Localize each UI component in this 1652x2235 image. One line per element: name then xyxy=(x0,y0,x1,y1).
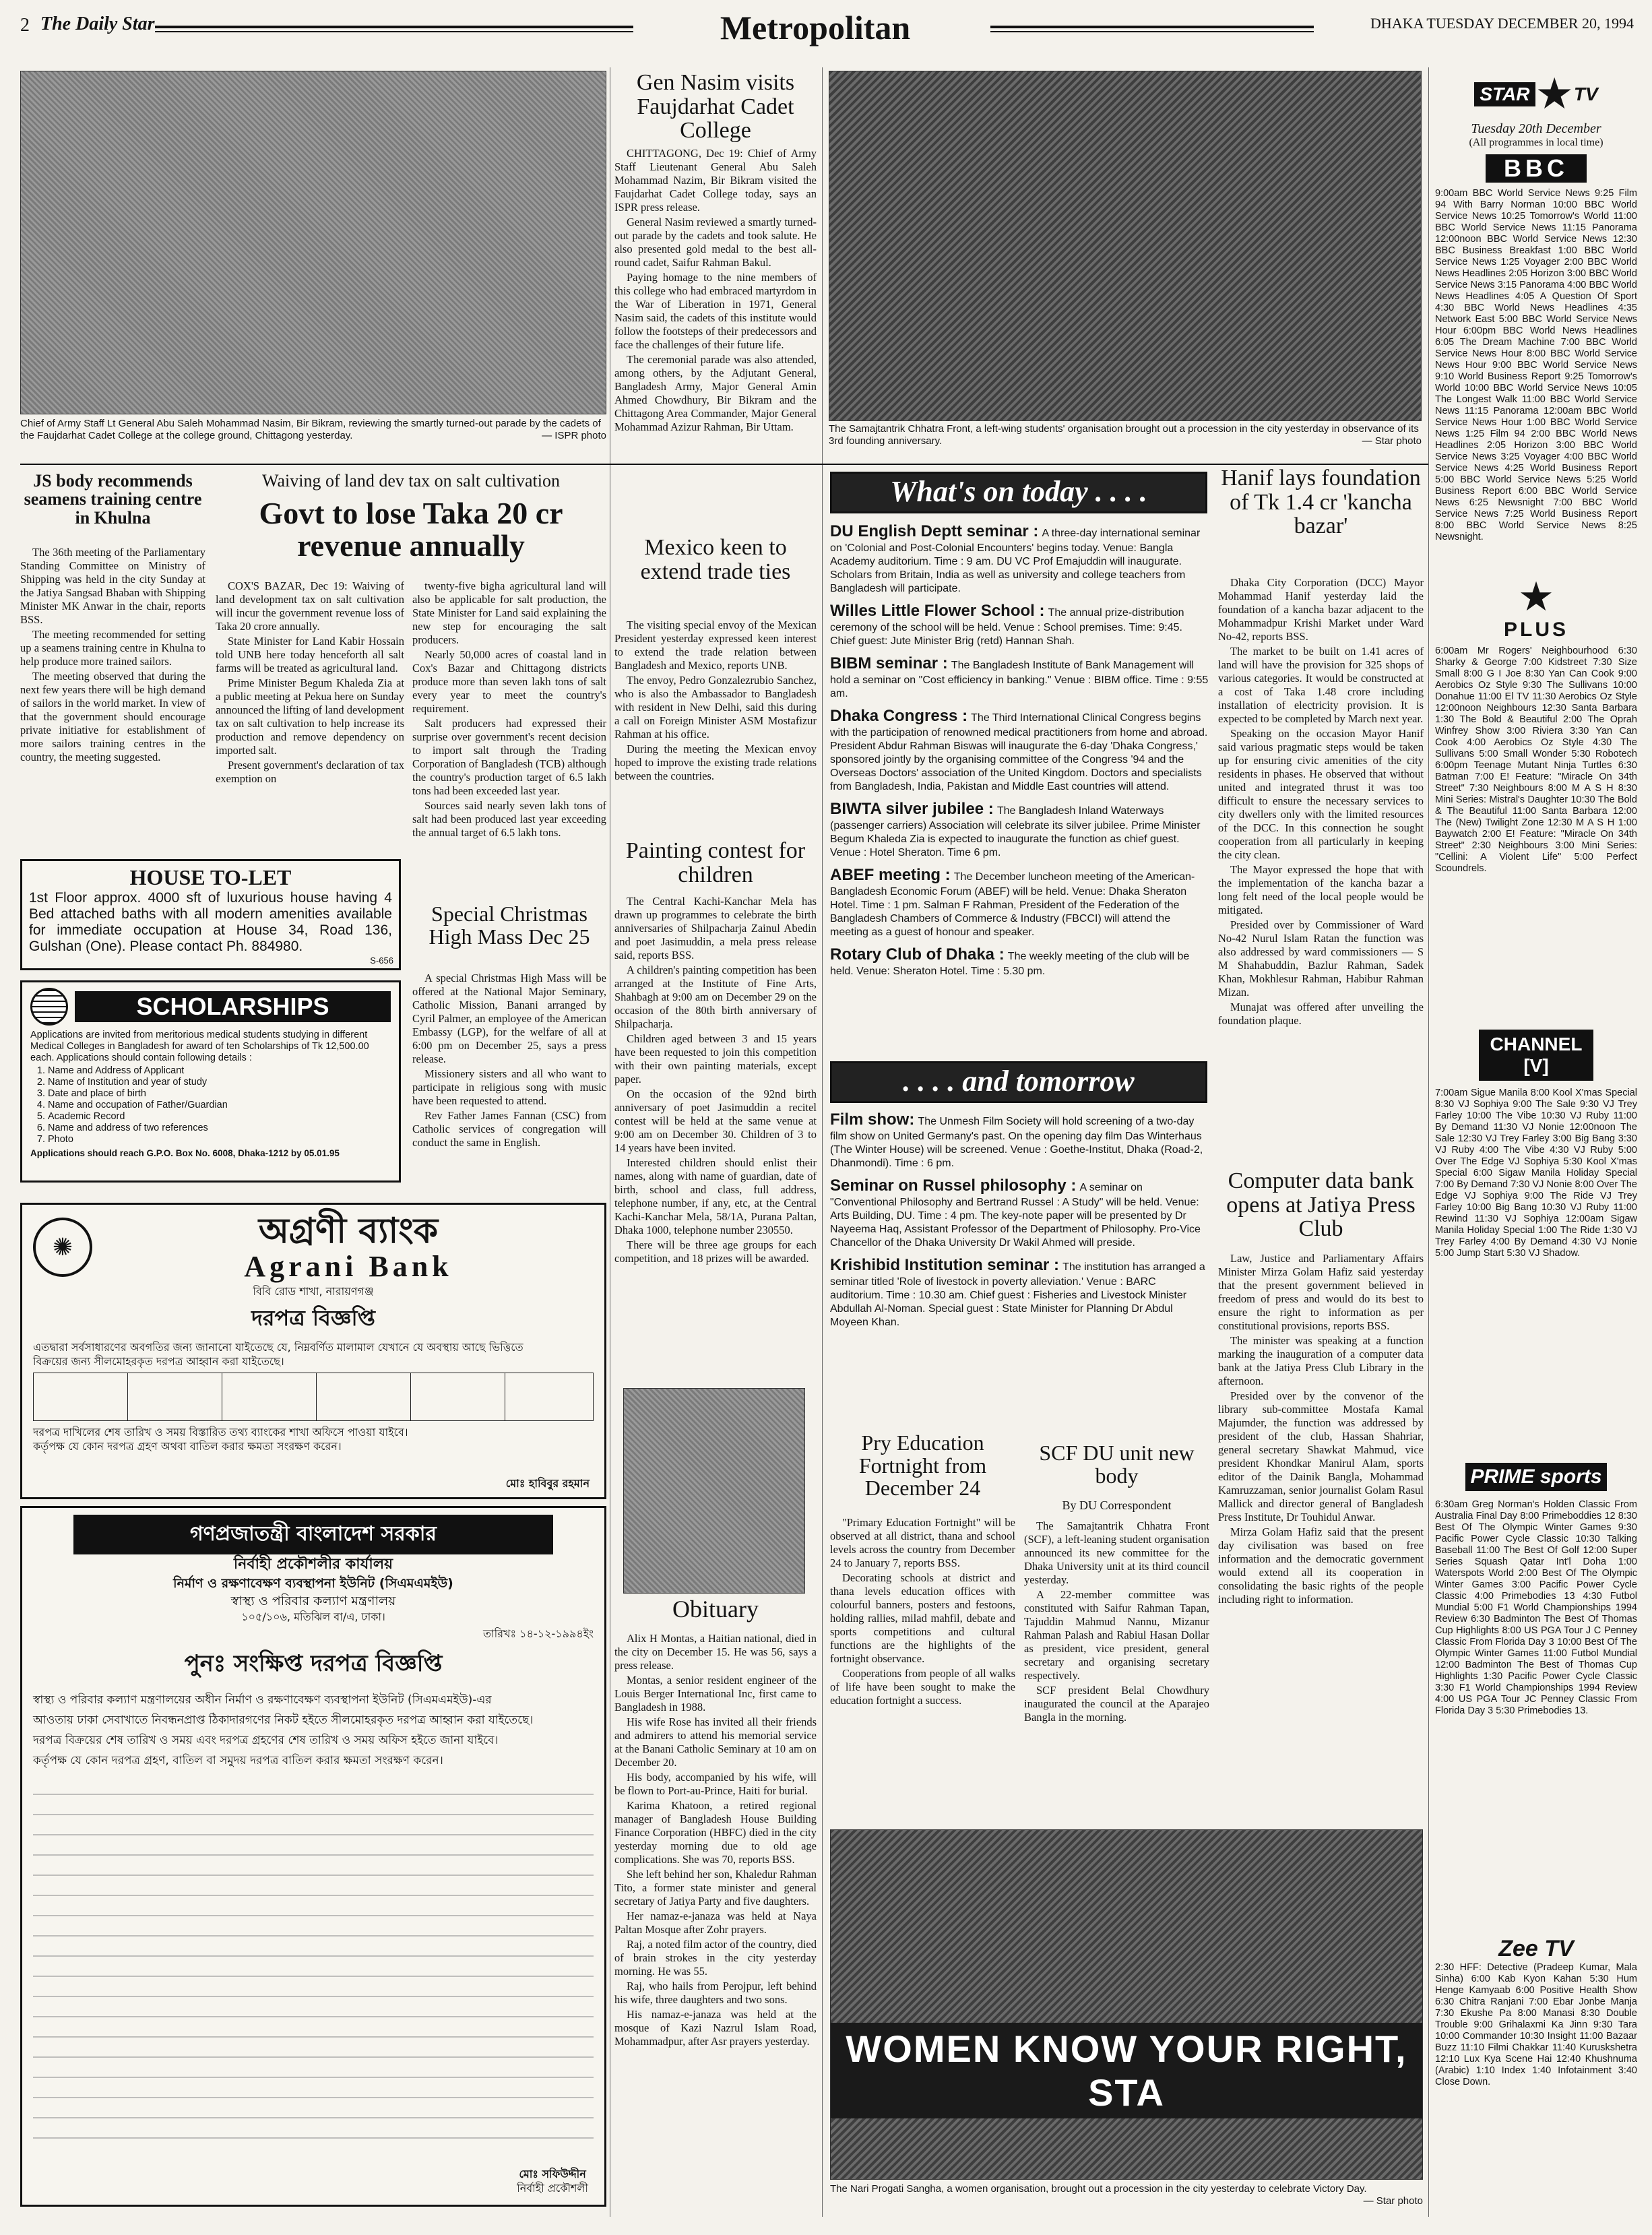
paragraph: His body, accompanied by his wife, will be flown to Port-au-Prince, Haiti for burial. xyxy=(614,1771,817,1797)
event-item xyxy=(830,1110,1209,1170)
paragraph: SCF president Belal Chowdhury inaugurated the council at the Aparajeo Bangla in the morning. xyxy=(1024,1684,1209,1724)
paper-name: The Daily Star xyxy=(40,13,155,34)
signature: মোঃ সফিউদ্দীন xyxy=(519,2168,586,2180)
paragraph: Speaking on the occasion Mayor Hanif said various pragmatic steps would be taken up for ensuring civic amenities of the city residents in phases. He observed that without united and integrated thrust it was too difficult to ensure the necessary services to city dwellers only with the limited resources of the DCC. In this connection he sought cooperation from all particularly in keeping the city clean. xyxy=(1218,727,1424,861)
paragraph: The Central Kachi-Kanchar Mela has drawn up programmes to celebrate the birth anniversaries of Shilpacharja Zainul Abedin and poet Jasimuddin, a mela press release said, reports BSS. xyxy=(614,895,817,962)
paragraph: Mirza Golam Hafiz said that the present day civilisation was based on free information and the democratic government would extend all its cooperation in consolidating the basic rights of the people including right to information. xyxy=(1218,1525,1424,1606)
paragraph: There will be three age groups for each competition, and 18 prizes will be awarded. xyxy=(614,1238,817,1265)
notice-line: দরপত্র দাখিলের শেষ তারিখ ও সময় বিস্তারিত তথ্য ব্যাংকের শাখা অফিসে পাওয়া যাইবে। xyxy=(33,1426,408,1439)
event-title: Krishibid Institution seminar : xyxy=(830,1256,1060,1274)
channel-logo: BBC xyxy=(1486,154,1587,183)
paragraph: The Samajtantrik Chhatra Front (SCF), a left-leaning student organisation announced its new committee for the Dhaka University unit at its third council yesterday. xyxy=(1024,1519,1209,1586)
event-item xyxy=(830,522,1209,595)
paragraph: twenty-five bigha agricultural land will also be applicable for salt production, the State Minister for Land said explaining the new step for encouraging the salt producers. xyxy=(412,579,606,646)
paragraph: A children's painting competition has been arranged at the Institute of Fine Arts, Shahbagh at 9:00 am on December 29 on the occasion of the 80th birth anniversary of Shilpacharja. xyxy=(614,964,817,1030)
event-item xyxy=(830,654,1209,700)
event-title: Rotary Club of Dhaka : xyxy=(830,945,1005,964)
event-title: Dhaka Congress : xyxy=(830,707,968,725)
event-text: The annual prize-distribution ceremony of the school will be held. Venue : School premises. Time: 9:45. Chief guest: Jute Minister Brig (retd) Hannan Shah. xyxy=(830,607,1184,647)
section-title: Metropolitan xyxy=(720,9,911,46)
globe-icon xyxy=(30,988,68,1026)
ad-intro: Applications are invited from meritorious medical students studying in different Medical Colleges in Bangladesh for award of ten Scholarships of Tk 12,500.00 each. Applications should contain following details : xyxy=(30,1030,369,1063)
notice-line: স্বাস্থ্য ও পরিবার কল্যাণ মন্ত্রণালয়ের অধীন নির্মাণ ও রক্ষণাবেক্ষণ ব্যবস্থাপনা ইউনিট (সিএমএমইউ)-এর xyxy=(33,1693,492,1707)
paragraph: A special Christmas High Mass will be offered at the National Major Seminary, Catholic Mission, Banani arranged by Cyril Palmer, an employee of the American Embassy (LGP), for the welfare of all at 6:00 pm on December 25, says a press release. xyxy=(412,972,606,1065)
event-text: The Bangladesh Institute of Bank Management will hold a seminar on "Cost efficiency in banking." Venue : BIBM office. Time : 9:55 am. xyxy=(830,660,1209,699)
event-item xyxy=(830,1256,1209,1329)
paragraph: The meeting observed that during the next few years there will be high demand of sailors in the world market. In view of that the government should encourage private initiative for establishment of more sailors training centres in the country, the meeting suggested. xyxy=(20,670,205,763)
paragraph: Salt producers had expressed their surprise over government's recent decision to import salt through the Trading Corporation of Bangladesh (TCB) although the country's production target of 6.5 lakh tons had been exceeded last year. xyxy=(412,717,606,797)
paragraph: CHITTAGONG, Dec 19: Chief of Army Staff Lieutenant General Abu Saleh Mohammad Nazim, Bir Bikram visited the Faujdarhat Cadet College today, says an ISPR press release. xyxy=(614,147,817,214)
tv-note: (All programmes in local time) xyxy=(1469,137,1603,148)
paragraph: Missionery sisters and all who want to participate in religious song with music have been requested to attend. xyxy=(412,1067,606,1107)
caption-text: The Samajtantrik Chhatra Front, a left-wing students' organisation brought out a procession in the city yesterday in observance of its 3rd founding anniversary. xyxy=(829,423,1419,447)
paragraph: "Primary Education Fortnight" will be observed at all district, thana and school levels across the country from December 24 to January 7, reports BSS. xyxy=(830,1516,1015,1569)
bank-logo-icon: ✺ xyxy=(33,1218,92,1277)
event-text: The Bangladesh Inland Waterways (passenger carriers) Association will celebrate its silver jubilee. Prime Minister Begum Khaleda Zia is expected to inaugurate the function as chief guest. Venue : Hotel Sheraton. Time 6 pm. xyxy=(830,805,1201,858)
paragraph: The visiting special envoy of the Mexican President yesterday expressed keen interest to extend the trade relation between Bangladesh and Mexico, reports UNB. xyxy=(614,619,817,672)
paragraph: Raj, a noted film actor of the country, died of brain strokes in the city yesterday morning. He was 55. xyxy=(614,1938,817,1978)
tv-schedule xyxy=(1435,67,1637,2217)
channel-listing: 9:00am BBC World Service News 9:25 Film 94 With Barry Norman 10:00 BBC World Service News 10:25 Tomorrow's World 11:00 BBC World Service News 11:15 Panorama 12:00noon BBC World Service News 12:30 BBC Business Breakfast 1:00 BBC World Service News 1:25 Voyager 2:00 BBC World News Headlines 2:05 Horizon 3:00 BBC World Service News 3:15 Panorama 4:00 BBC World News Headlines 4:05 A Question Of Sport 4:30 BBC World News Headlines 4:35 Network East 5:00 BBC World Service News Hour 6:00pm BBC World News Headlines 6:05 The Dream Machine 7:00 BBC World Service News Hour 8:00 BBC World Service News Hour 9:00 BBC World Service News 9:10 World Business Report 9:25 Tomorrow's World 10:00 BBC World Service News 10:05 The Longest Walk 11:00 BBC World Service News 11:15 Panorama 12:00am BBC World Service News Hour 1:00 BBC World Service News 1:25 Film 94 2:00 BBC World News Headlines 2:05 Horizon 3:00 BBC World Service News 3:25 Voyager 4:00 BBC World Service News 4:25 World Business Report 5:00 BBC World Service News 5:25 World Business Report 6:00 BBC World Service News 6:25 Newsnight 7:00 BBC World Service News 7:25 World Business Report 8:00 BBC World Service News 8:25 Newsnight. xyxy=(1435,188,1637,542)
whats-on-banner: What's on today . . . . xyxy=(830,472,1207,513)
tv-date: Tuesday 20th December xyxy=(1471,121,1601,136)
channel-logo: CHANNEL [V] xyxy=(1479,1030,1593,1081)
caption-text: Chief of Army Staff Lt General Abu Saleh Mohammad Nasim, Bir Bikram, reviewing the smartly turned-out parade by the cadets of the Faujdarhat Cadet College at the college ground, Chittagong yesterday. xyxy=(20,418,601,441)
event-text: The December luncheon meeting of the American-Bangladesh Economic Forum (ABEF) will be held. Venue: Dhaka Sheraton Hotel. Time : 1 pm. Salman F Rahman, President of the Federation of the Bangladesh Chambers of Commerce & Industry (FBCCI) will attend the meeting as a guest of honour and speaker. xyxy=(830,871,1195,938)
pry-edu-body xyxy=(830,1516,1015,1813)
govt-sub-1: নির্বাহী প্রকৌশলীর কার্যালয় xyxy=(233,1556,393,1573)
paragraph: Interested children should enlist their names, along with name of guardian, date of birth, school and class, full address, telephone number, if any, etc, at the Central Kachi-Kanchar Mela, 58/1A, Purana Paltan, Dhaka 1000, telephone number 230550. xyxy=(614,1156,817,1236)
govt-body xyxy=(33,1690,594,1771)
dateline: DHAKA TUESDAY DECEMBER 20, 1994 xyxy=(1370,15,1634,32)
obituary-headline: Obituary xyxy=(672,1597,759,1623)
event-title: BIBM seminar : xyxy=(830,654,948,672)
jatiya-body xyxy=(1218,1252,1424,1724)
govt-tender-ad xyxy=(20,1506,606,2207)
paragraph: Law, Justice and Parliamentary Affairs Minister Mirza Golam Hafiz said yesterday that the present government believed in freedom of press and would do its best to ensure the right to information as per constitutional provisions, reports BSS. xyxy=(1218,1252,1424,1332)
paragraph: Present government's declaration of tax exemption on xyxy=(216,759,404,785)
event-item xyxy=(830,800,1209,859)
event-item xyxy=(830,602,1209,648)
channel-listing: 6:00am Mr Rogers' Neighbourhood 6:30 Sharky & George 7:00 Kidstreet 7:30 Size Small 8:00 G I Joe 8:30 Yan Can Cook 9:00 Aerobics Oz Style 9:30 The Sullivans 10:00 Donahue 11:00 El TV 11:30 Aerobics Oz Style 12:00noon Neighbours 12:30 Santa Barbara 1:30 The Bold & Beautiful 2:00 The Oprah Winfrey Show 3:00 Riviera 3:30 Yan Can Cook 4:00 Aerobics Oz Style 4:30 The Sullivans 5:00 Small Wonder 5:30 Robotech 6:00pm Teenage Mutant Ninja Turtles 6:30 Batman 7:00 E! Feature: "Miracle On 34th Street" 7:30 Neighbours 8:00 M A S H 8:30 Mini Series: Mistral's Daughter 10:30 The Bold & The Beautiful 11:00 Santa Barbara 12:00 The (New) Twilight Zone 12:30 M A S H 1:00 Baywatch 2:00 E! Feature: "Miracle On 34th Street" 2:30 Neighbours 3:00 Mini Series: "Cellini: A Violent Life" 5:00 Perfect Scoundrels. xyxy=(1435,646,1637,874)
bank-name: Agrani Bank xyxy=(244,1250,453,1283)
list-item: 6. Name and address of two references xyxy=(48,1123,391,1134)
mexico-headline: Mexico keen to extend trade ties xyxy=(640,536,791,584)
channel-listing: 2:30 HFF: Detective (Pradeep Kumar, Mala Sinha) 6:00 Kab Kyon Kahan 5:30 Hum Henge Kamyaab 6:00 Positive Health Show 6:30 Chitra Ranjani 7:00 Ebar Jonbe Manja 7:30 Ekushe Pa 8:00 Manasi 8:30 Double Trouble 9:00 Grihalaxmi Ka Jinn 9:30 Tara 10:00 Commander 10:30 Insight 11:00 Bazaar Buzz 11:10 Filmi Chakkar 11:40 Kuruskshetra 12:10 Lux Kya Scene Hai 12:40 Khushnuma (Arabic) 1:10 Index 1:40 Infotainment 3:40 Close Down. xyxy=(1435,1962,1637,2087)
paragraph: Sources said nearly seven lakh tons of salt had been produced last year exceeding the annual target of 6.5 lakh tons. xyxy=(412,799,606,839)
list-item: 7. Photo xyxy=(48,1134,391,1145)
paragraph: Raj, who hails from Perojpur, left behind his wife, three daughters and two sons. xyxy=(614,1980,817,2006)
event-text: A three-day international seminar on 'Colonial and Post-Colonial Encounters' begins today. Venue: Bangla Academy auditorium. Time : 9 am. DU VC Prof Emajuddin will inaugurate. Scholars from Britain, India as well as university and college teachers from Bangladesh will participate. xyxy=(830,528,1201,594)
paragraph: State Minister for Land Kabir Hossain told UNB here today henceforth all salt farms will be treated as agricultural land. xyxy=(216,635,404,674)
channel-logo: PRIME sports xyxy=(1465,1463,1607,1491)
paragraph: His wife Rose has invited all their friends and admirers to attend his memorial service at the Banani Catholic Seminary at 10 am on December 20. xyxy=(614,1715,817,1769)
signature-title: নির্বাহী প্রকৌশলী xyxy=(517,2182,588,2195)
event-title: Willes Little Flower School : xyxy=(830,602,1045,620)
salt-headline: Govt to lose Taka 20 cr revenue annually xyxy=(259,497,563,563)
paragraph: The ceremonial parade was also attended, among others, by the Adjutant General, Bangladesh Army, Major General Amin Ahmed Chowdhury, Bir Bikram and the Chittagong Area Commander, Major General Mohammad Azizur Rahman, Bir Uttam. xyxy=(614,353,817,433)
paragraph: Nearly 50,000 acres of coastal land in Cox's Bazar and Chittagong districts produce more than seven lakh tons of salt every year to meet the country's requirement. xyxy=(412,648,606,715)
govt-notice-title: পুনঃ সংক্ষিপ্ত দরপত্র বিজ্ঞপ্তি xyxy=(184,1650,443,1677)
nasim-body xyxy=(614,147,817,534)
paragraph: Munajat was offered after unveiling the foundation plaque. xyxy=(1218,1001,1424,1027)
list-item: 4. Name and occupation of Father/Guardian xyxy=(48,1100,391,1111)
paragraph: The Mayor expressed the hope that with the implementation of the kancha bazar a long felt need of the local people would be mitigated. xyxy=(1218,863,1424,916)
photo-credit: — Star photo xyxy=(1363,2195,1423,2207)
paragraph: Rev Father James Fannan (CSC) from Catholic services of congregation will conduct the same in English. xyxy=(412,1109,606,1149)
paragraph: Presided over by Commissioner of Ward No-42 Nurul Islam Ratan the function was also addressed by ward commissioners — S M Shahabuddin, Bazlur Rahman, Sadek Khan, Mokhlesur Rahman, Habibur Rahman Mizan. xyxy=(1218,918,1424,999)
scholarships-ad xyxy=(20,980,401,1183)
event-title: DU English Deptt seminar : xyxy=(830,522,1039,540)
cadet-parade-photo xyxy=(20,71,606,414)
paragraph: Alix H Montas, a Haitian national, died in the city on December 15. He was 56, says a press release. xyxy=(614,1632,817,1672)
govt-sub-3: স্বাস্থ্য ও পরিবার কল্যাণ মন্ত্রণালয় xyxy=(230,1594,396,1608)
notice-line: কর্তৃপক্ষ যে কোন দরপত্র গ্রহণ অথবা বাতিল করার ক্ষমতা সংরক্ষণ করেন। xyxy=(33,1440,342,1453)
ad-title: SCHOLARSHIPS xyxy=(75,991,391,1022)
event-text: A seminar on "Conventional Philosophy and Bertrand Russel : A Study" will be held. Venue: Arts Building, DU. Time : 4 pm. The key-note paper will be presented by Dr Nayeema Haq, Assistant Professor of the Department of Philosophy. Pro-Vice Chancellor of the Dhaka University Dr Wakil Ahmed will preside. xyxy=(830,1182,1201,1249)
govt-title: গণপ্রজাতন্ত্রী বাংলাদেশ সরকার xyxy=(73,1515,553,1554)
govt-sub-2: নির্মাণ ও রক্ষণাবেক্ষণ ব্যবস্থাপনা ইউনিট (সিএমএমইউ) xyxy=(173,1576,453,1591)
paragraph: Decorating schools at district and thana levels education offices with colourful banners, posters and festoons, holding rallies, milad mahfil, debate and sports competitions and cultural functions are the highlights of the fortnight observance. xyxy=(830,1571,1015,1665)
event-item xyxy=(830,707,1209,793)
photo-credit: — Star photo xyxy=(1362,435,1422,447)
event-title: BIWTA silver jubilee : xyxy=(830,800,994,818)
star-icon: ★ xyxy=(1535,69,1574,119)
notice-line: এতদ্বারা সর্বসাধারণের অবগতির জন্য জানানো যাইতেছে যে, নিম্নবর্ণিত মালামাল যেখানে যে অবস্থায় আছে ভিত্তিতে xyxy=(33,1341,523,1354)
paragraph: Karima Khatoon, a retired regional manager of Bangladesh House Building Finance Corporation (HBFC) died in the city yesterday morning due to old age complications. She was 70, reports BSS. xyxy=(614,1799,817,1866)
paragraph: Presided over by the convenor of the library sub-committee Mostafa Kamal Majumder, the function was addressed by president of the club, Hassan Shahriar, general secretary Shawkat Mahmud, vice president Khondkar Manirul Alam, sports editor of the Dainik Bangla, Mohammad Kamruzzaman, senior journalist Golam Rasul Mallick and director general of Bangladesh Press Institute, Dr Touhidul Anwar. xyxy=(1218,1389,1424,1523)
event-text: The Third International Clinical Congress begins with the participation of renowned medical practitioners from home and abroad. President Abdur Rahman Biswas will inaugurate the 6-day 'Dhaka Congress,' sponsored jointly by the organising committee of the Congress '94 and the Overseas Doctors' association of the United Kingdom. Doctors and specialists from Bangladesh, India, Pakistan and Middle East countries will attend. xyxy=(830,712,1208,792)
page-number: 2 xyxy=(20,15,30,36)
paragraph: The envoy, Pedro Gonzalezrubio Sanchez, who is also the Ambassador to Bangladesh with resident in New Delhi, said this during a call on Foreign Minister ASM Mostafizur Rahman at his office. xyxy=(614,674,817,741)
event-text: The weekly meeting of the club will be held. Venue: Sheraton Hotel. Time : 5.30 pm. xyxy=(830,951,1190,977)
photo-credit: — ISPR photo xyxy=(542,430,606,441)
obituary-portrait xyxy=(623,1388,805,1594)
paragraph: During the meeting the Mexican envoy hoped to improve the existing trade relations between the countries. xyxy=(614,743,817,782)
painting-body xyxy=(614,895,817,1390)
branch: বিবি রোড শাখা, নারায়ণগঞ্জ xyxy=(253,1285,374,1298)
salt-kicker: Waiving of land dev tax on salt cultivation xyxy=(262,472,560,491)
event-title: Seminar on Russel philosophy : xyxy=(830,1176,1077,1195)
agrani-bank-ad xyxy=(20,1203,606,1499)
channel-logo: Zee TV xyxy=(1498,1936,1574,1961)
jatiya-headline: Computer data bank opens at Jatiya Press Club xyxy=(1226,1169,1416,1242)
signature: মোঃ হাবিবুর রহমান xyxy=(505,1477,590,1490)
event-text: The Unmesh Film Society will hold screening of a two-day film show on United Germany's past. On the opening day film Das Winterhaus (The Winter House) will be screened. Venue : Goethe-Institut, Dhaka (Road-2, Dhanmondi). Time : 6 pm. xyxy=(830,1116,1203,1169)
channel-logo: PLUS xyxy=(1503,619,1568,641)
mexico-body xyxy=(614,619,817,834)
event-item xyxy=(830,866,1209,939)
paragraph: The meeting recommended for setting up a seamens training centre in Khulna to help produce more trained sailors. xyxy=(20,628,205,668)
event-title: ABEF meeting : xyxy=(830,866,951,884)
obituary-body xyxy=(614,1632,817,2211)
notice-line: বিক্রয়ের জন্য সীলমোহরকৃত দরপত্র আহ্বান করা যাইতেছে। xyxy=(33,1355,284,1368)
paragraph: She left behind her son, Khaledur Rahman Tito, a former state minister and general secretary of Jatiya Party and five daughters. xyxy=(614,1868,817,1908)
govt-ref: তারিখঃ ১৪-১২-১৯৯৪ইং xyxy=(483,1627,594,1640)
hanif-body xyxy=(1218,576,1424,1166)
ad-footer: Applications should reach G.P.O. Box No. 6008, Dhaka-1212 by 05.01.95 xyxy=(30,1148,340,1158)
scf-headline: SCF DU unit new body xyxy=(1039,1442,1195,1488)
js-body-headline: JS body recommends seamens training centre in Khulna xyxy=(24,472,202,528)
channel-listing: 6:30am Greg Norman's Holden Classic From Australia Final Day 8:00 Primeboddies 12 8:30 Best Of The Olympic Winter Games 9:30 Pacific Power Cycle Classic 10:30 Talking Baseball 11:00 The Best Of Golf 12:00 Super Series Squash Qatar Int'l Doha 1:00 Waterspots World 2:00 Best Of The Olympic Winter Games 3:00 Pacific Power Cycle Classic 4:00 Primebodies 13 4:30 Futbol Mundial 5:00 F1 World Championships 1994 Review 6:30 Badminton The Best Of Thomas Cup Highlights 8:00 US PGA Tour J C Penney Classic From Florida Day 3 10:00 Best Of The Olympic Winter Games 11:00 Futbol Mundial 12:00 Badminton The Best of Thomas Cup Highlights 1:30 Pacific Power Cycle Classic 3:30 F1 World Championships 1994 Review 4:00 US PGA Tour JC Penney Classic From Florida Day 3 5:30 Primebodies 13. xyxy=(1435,1499,1637,1716)
ad-text: 1st Floor approx. 4000 sft of luxurious house having 4 Bed attached baths with all modern amenities available for immediate occupation at House 34, Road 136, Gulshan (One). Please contact Ph. 884980. xyxy=(29,890,392,954)
paragraph: Her namaz-e-janaza was held at Naya Paltan Mosque after Zohr prayers. xyxy=(614,1910,817,1936)
scf-body xyxy=(1024,1519,1209,1816)
salt-col-2 xyxy=(412,579,606,886)
list-item: 2. Name of Institution and year of study xyxy=(48,1077,391,1088)
notice-title: দরপত্র বিজ্ঞপ্তি xyxy=(251,1305,375,1331)
list-item: 5. Academic Record xyxy=(48,1111,391,1123)
paragraph: COX'S BAZAR, Dec 19: Waiving of land development tax on salt cultivation will incur the government revenue loss of Taka 20 crore annually. xyxy=(216,579,404,633)
women-procession-photo xyxy=(830,1829,1423,2180)
paragraph: General Nasim reviewed a smartly turned-out parade by the cadets and took salute. He also presented gold medal to the best all-round cadet, Saifur Rahman Bakul. xyxy=(614,216,817,269)
women-photo-caption xyxy=(830,2183,1423,2217)
notice-line: দরপত্র বিক্রয়ের শেষ তারিখ ও সময় এবং দরপত্র গ্রহণের শেষ তারিখ ও সময় অফিস হইতে জানা যাইবে। xyxy=(33,1734,499,1747)
paragraph: Cooperations from people of all walks of life have been sought to make the education fortnight a success. xyxy=(830,1667,1015,1707)
paragraph: On the occasion of the 92nd birth anniversary of poet Jasimuddin a recitel contest will be held at the same venue at 9:00 am on December 30. Children of 3 to 14 years have been invited. xyxy=(614,1088,817,1154)
notice-body xyxy=(33,1340,594,1368)
paragraph: Prime Minister Begum Khaleda Zia at a public meeting at Pekua here on Sunday announced the lifting of land development tax on salt cultivation to help increase its production and remove dependency on imported salt. xyxy=(216,676,404,757)
list-item: 1. Name and Address of Applicant xyxy=(48,1065,391,1077)
chhatra-front-photo xyxy=(829,71,1422,421)
bank-name-bn: অগ্রণী ব্যাংক xyxy=(258,1211,439,1251)
event-item xyxy=(830,945,1209,978)
paragraph: Children aged between 3 and 15 years have been requested to join this competition with their own painting materials, except paper. xyxy=(614,1032,817,1085)
channel-listing: 7:00am Sigue Manila 8:00 Kool X'mas Special 8:30 VJ Sophiya 9:00 The Sale 9:30 VJ Trey Farley 10:00 The Vibe 10:30 VJ Ruby 11:00 By Demand 11:30 VJ Nonie 12:00noon The Sale 12:30 VJ Trey Farley 3:00 Big Bang 3:30 VJ Ruby 4:00 The Vibe 4:30 VJ Ruby 5:00 Over The Edge VJ Sophiya 5:30 Kool X'mas Special 6:00 Sigaw Manila Holiday Special 7:00 By Demand 7:30 VJ Nonie 8:00 Over The Edge VJ Sophiya 9:00 The Ride VJ Trey Farley 10:00 Big Bang 10:30 VJ Ruby 11:00 Rewind 11:30 VJ Sophiya 12:00am Sigaw Manila Holiday Special 1:00 The Ride 1:30 VJ Trey Farley 4:00 By Demand 4:30 VJ Nonie 5:00 Jump Start 5:30 VJ Shadow. xyxy=(1435,1088,1637,1259)
star-icon: ★ xyxy=(1518,573,1554,621)
notice-line: কর্তৃপক্ষ যে কোন দরপত্র গ্রহণ, বাতিল বা সমুদয় দরপত্র বাতিল করার ক্ষমতা সংরক্ষণ করেন। xyxy=(33,1754,443,1767)
govt-address: ১০৫/১০৬, মতিঝিল বা/এ, ঢাকা। xyxy=(241,1610,385,1623)
paragraph: Dhaka City Corporation (DCC) Mayor Mohammad Hanif yesterday laid the foundation of a kancha bazar adjacent to the Mohammadpur Krishi Market under Ward No-42, reports BSS. xyxy=(1218,576,1424,643)
scf-byline: By DU Correspondent xyxy=(1062,1499,1172,1512)
pry-edu-headline: Pry Education Fortnight from December 24 xyxy=(858,1432,987,1501)
ad-title: HOUSE TO-LET xyxy=(129,865,292,889)
hanif-headline: Hanif lays foundation of Tk 1.4 cr 'kancha bazar' xyxy=(1221,466,1421,539)
tomorrow-list xyxy=(830,1110,1209,1420)
cadet-photo-caption xyxy=(20,418,606,457)
painting-headline: Painting contest for children xyxy=(625,839,806,887)
js-body-text xyxy=(20,546,205,846)
star-tv-logo: STAR ★ TV xyxy=(1435,67,1637,121)
caption-text: The Nari Progati Sangha, a women organisation, brought out a procession in the city yesterday to celebrate Victory Day. xyxy=(830,2183,1367,2195)
govt-text-block xyxy=(33,1780,594,2158)
nasim-headline: Gen Nasim visits Faujdarhat Cadet College xyxy=(636,71,795,144)
xmas-headline: Special Christmas High Mass Dec 25 xyxy=(428,903,590,949)
paragraph: His namaz-e-janaza was held at the mosque of Kazi Nazrul Islam Road, Mohammadpur, after Asr prayers yesterday. xyxy=(614,2008,817,2048)
salt-col-1 xyxy=(216,579,404,846)
paragraph: Montas, a senior resident engineer of the Louis Berger International Inc, first came to Bangladesh in 1988. xyxy=(614,1674,817,1713)
event-text: The institution has arranged a seminar titled 'Role of livestock in poverty alleviation.' Venue : BARC auditorium. Time : 10.30 am. Chief guest : Fisheries and Livestock Minister Abdullah Al-Noman. Special guest : State Minister for Planning Dr Abdul Moyeen Khan. xyxy=(830,1261,1205,1328)
whats-on-list xyxy=(830,522,1209,1031)
house-to-let-ad xyxy=(20,859,401,970)
paragraph: Paying homage to the nine members of this college who had embraced martyrdom in the War of Liberation in 1971, General Nasim said, the cadets of this institute would follow the footsteps of their predecessors and face the challenges of their future life. xyxy=(614,271,817,351)
ad-items xyxy=(30,1065,391,1145)
chhatra-photo-caption xyxy=(829,423,1422,457)
masthead xyxy=(20,8,1634,57)
tender-table xyxy=(33,1373,594,1421)
xmas-body xyxy=(412,972,606,1194)
event-title: Film show: xyxy=(830,1110,915,1129)
notice-line: আওতায় ঢাকা সেবাখাতে নিবন্ধনপ্রাপ্ত ঠিকাদারগণের নিকট হইতে সীলমোহরকৃত দরপত্র আহ্বান করা যাইতেছে। xyxy=(33,1713,534,1727)
ad-code: S-656 xyxy=(370,955,393,966)
tomorrow-banner: . . . . and tomorrow xyxy=(830,1061,1207,1103)
paragraph: A 22-member committee was constituted with Saifur Rahman Tapan, Tajuddin Mahmud Nannu, Mizanur Rahman Palash and Rabiul Hasan Dollar as president, vice president, general secretary and organising secretary respectively. xyxy=(1024,1588,1209,1682)
paragraph: The market to be built on 1.41 acres of land will have the provision for 325 shops of various categories. It would be constructed at a cost of Taka 1.48 crore including installation of electricity provision. It is expected to be completed by March next year. xyxy=(1218,645,1424,725)
event-item xyxy=(830,1176,1209,1249)
list-item: 3. Date and place of birth xyxy=(48,1088,391,1100)
photo-banner: WOMEN KNOW YOUR RIGHT, STA xyxy=(831,2023,1422,2118)
paragraph: The 36th meeting of the Parliamentary Standing Committee on Ministry of Shipping was held in the city Sunday at the Jatiya Sangsad Bhaban with Shipping Minister MK Anwar in the chair, reports BSS. xyxy=(20,546,205,626)
paragraph: The minister was speaking at a function marking the inauguration of a computer data bank at the Jatiya Press Club Library in the afternoon. xyxy=(1218,1334,1424,1387)
